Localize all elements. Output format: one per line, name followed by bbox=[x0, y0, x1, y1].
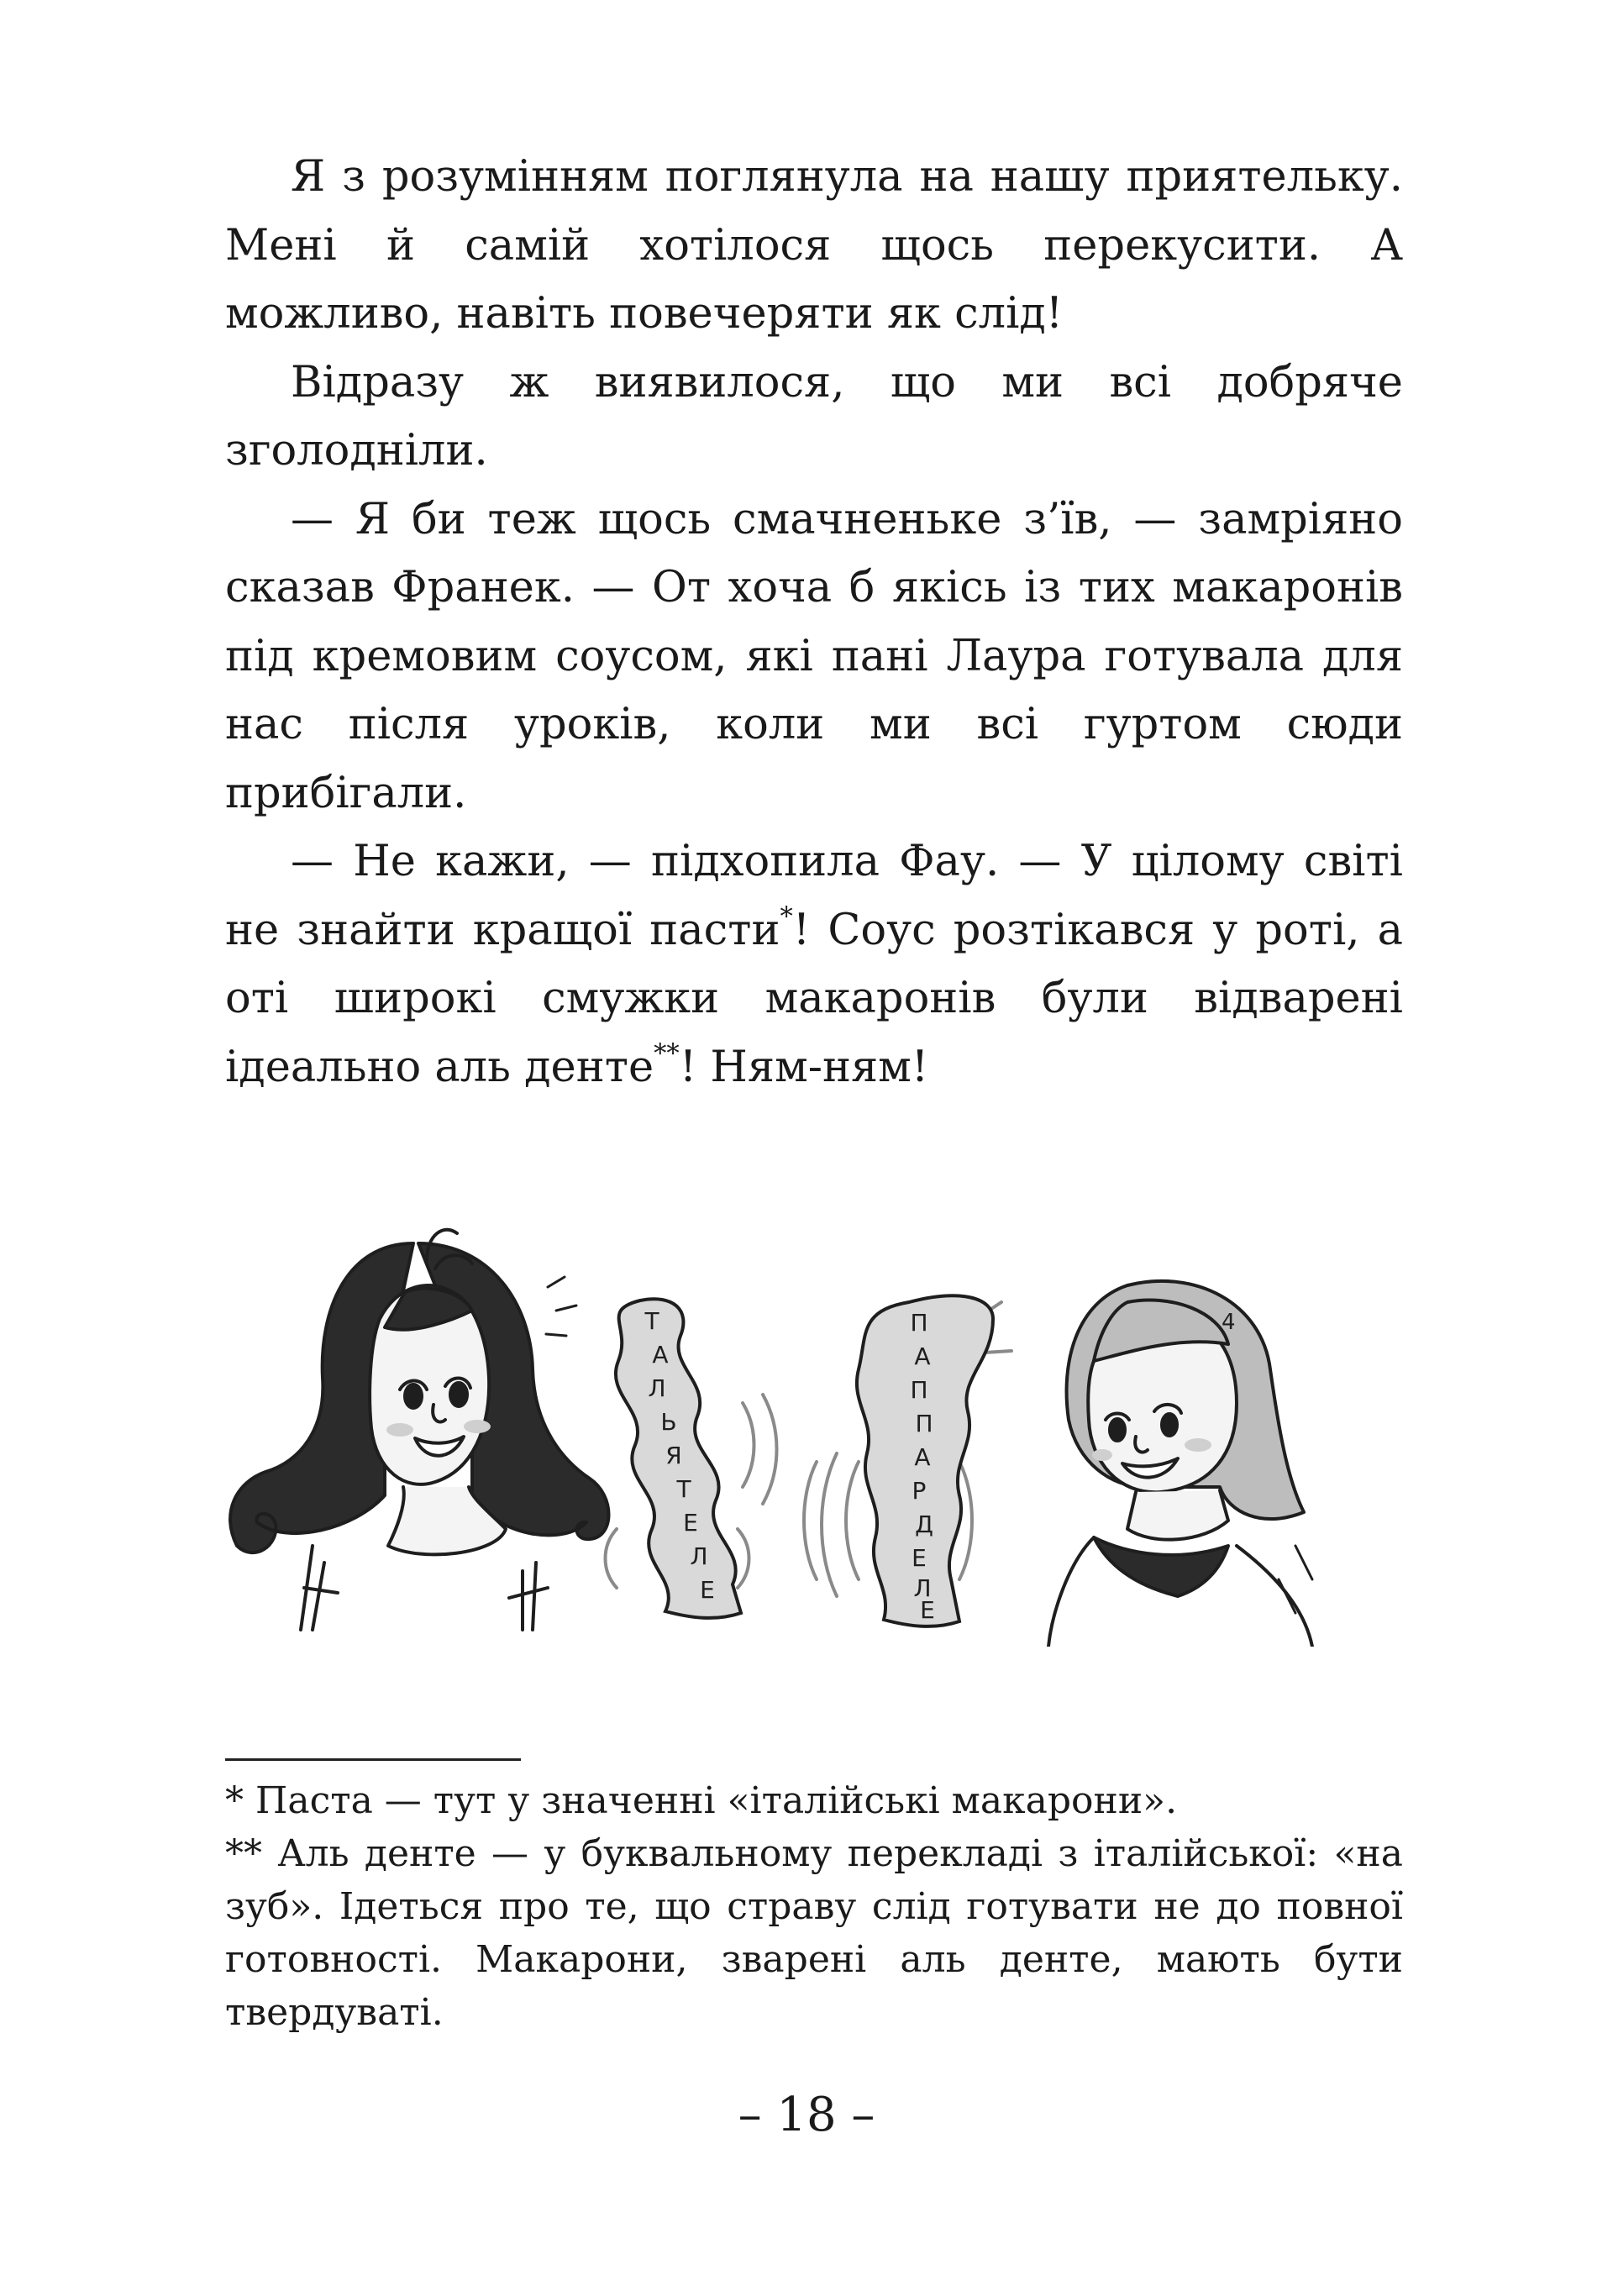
ribbon-letter: Д bbox=[915, 1511, 933, 1538]
ribbon-letter: А bbox=[914, 1443, 931, 1471]
pasta-ribbon-pappardelle bbox=[857, 1295, 993, 1626]
ribbon-letter: Л bbox=[913, 1574, 932, 1602]
page-number: – 18 – bbox=[738, 2088, 875, 2142]
ribbon-letter: Ь bbox=[660, 1408, 677, 1436]
illustration bbox=[220, 1210, 1413, 1647]
ribbon-letter: П bbox=[910, 1376, 928, 1404]
ribbon-letter: Е bbox=[700, 1576, 715, 1604]
ribbon-letter: П bbox=[910, 1309, 928, 1337]
paragraph: Я з розумінням поглянула на нашу приятельку. Мені й самій хотілося щось перекусити. А можливо, навіть повечеряти як слід! bbox=[225, 152, 1403, 339]
footnote-marker: ** bbox=[654, 1038, 680, 1069]
paragraph: Відразу ж виявилося, що ми всі добряче зголодніли. bbox=[225, 357, 1403, 475]
paragraph bbox=[225, 828, 1403, 1101]
footnote-divider bbox=[225, 1758, 521, 1761]
ribbon-letter: Е bbox=[683, 1509, 698, 1537]
ribbon-letter: Р bbox=[912, 1477, 927, 1505]
girl-dark-hair bbox=[230, 1230, 608, 1630]
ribbon-letter: Л bbox=[648, 1374, 666, 1402]
ribbon-letter: Т bbox=[676, 1475, 691, 1503]
ribbon-letter: Т bbox=[644, 1307, 659, 1335]
paragraph-text: ! Ням-ням! bbox=[679, 1042, 929, 1092]
footnotes bbox=[225, 1774, 1403, 2039]
pasta-ribbon-tagliatelle bbox=[616, 1299, 741, 1618]
ribbon-letter: П bbox=[915, 1410, 933, 1437]
ribbon-letter: А bbox=[652, 1341, 669, 1369]
ribbon-letter: Л bbox=[690, 1542, 708, 1570]
paragraph-text: ! Соус розтікався у роті, а оті широкі смужки макаронів були відварені ідеально аль денте bbox=[225, 905, 1403, 1092]
footnote: * Паста — тут у значенні «італійські макарони». bbox=[225, 1779, 1178, 1822]
footnote-marker: * bbox=[780, 901, 793, 932]
paragraph: — Я би теж щось смачненьке з’їв, — замріяно сказав Франек. — От хоча б якісь із тих макаронів під кремовим соусом, які пані Лаура готувала для нас після уроків, коли ми всі гуртом сюди прибігали. bbox=[225, 494, 1403, 818]
footnote: ** Аль денте — у буквальному перекладі з італійської: «на зуб». Ідеться про те, що страву слід готувати не до повної готовності. Макарони, зварені аль денте, мають бути твердуваті. bbox=[225, 1832, 1403, 2034]
ribbon-letter: А bbox=[914, 1342, 931, 1370]
ribbon-letter: Я bbox=[665, 1442, 682, 1469]
ribbon-letter: Е bbox=[912, 1544, 927, 1572]
main-text bbox=[225, 143, 1403, 1101]
ribbon-letter: Е bbox=[920, 1596, 935, 1624]
girl-light-hair bbox=[1048, 1281, 1312, 1647]
paragraph-text: — Не кажи, — підхопила Фау. — У цілому світі не знайти кращої пасти bbox=[225, 837, 1403, 955]
earring-mark: 4 bbox=[1222, 1310, 1236, 1335]
